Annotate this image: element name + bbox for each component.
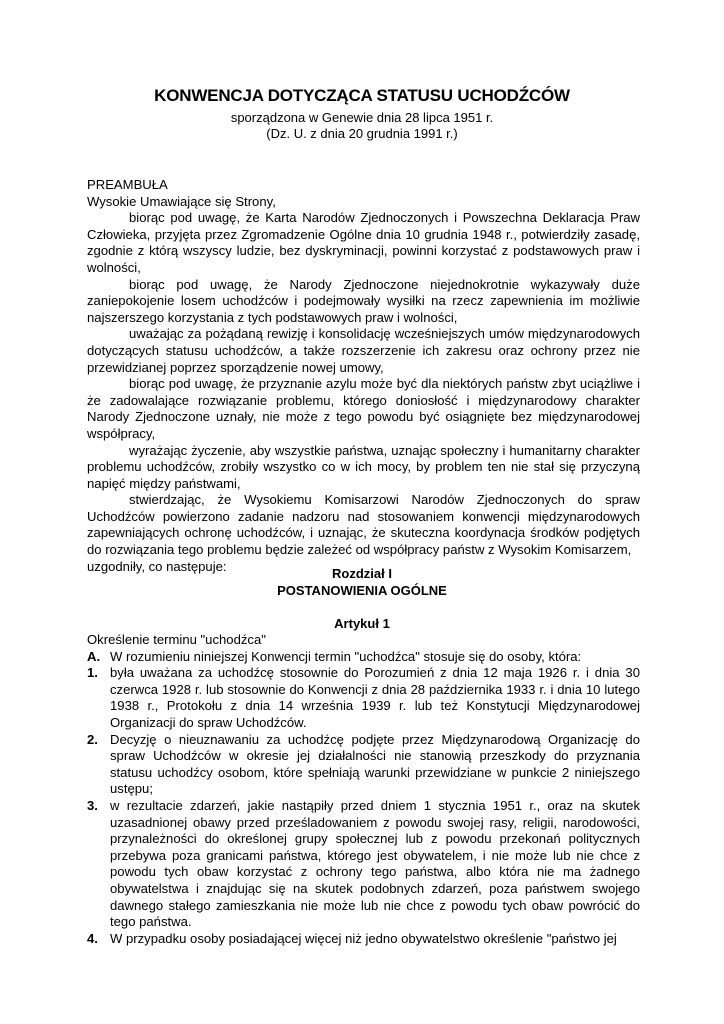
document-subtitle-source: (Dz. U. z dnia 20 grudnia 1991 r.) [266,126,458,141]
preamble-paragraph: wyrażając życzenie, aby wszystkie państwa, uznając społeczny i humanitarny charakter problemu uchodźców, zrobiły wszystko co w ich mocy, by problem ten nie stał się przyczyną napięć między państwami, [87,442,640,491]
list-item [87,931,640,948]
document-title: KONWENCJA DOTYCZĄCA STATUSU UCHODŹCÓW [154,86,570,105]
preamble-paragraph: biorąc pod uwagę, że Narody Zjednoczone niejednokrotnie wykazywały duże zaniepokojenie losem uchodźców i podejmowały wysiłki na rzecz zapewnienia im możliwie najszerszego korzystania z tych podstawowych praw i wolności, [87,276,640,325]
list-item [87,732,640,798]
item-number: A. [87,648,101,664]
chapter-label: Rozdział I [332,566,392,581]
item-number: 3. [87,797,98,813]
preamble-paragraph: biorąc pod uwagę, że przyznanie azylu może być dla niektórych państw zbyt uciążliwe i że zadowalające rozwiązanie problemu, którego doniosłość i międzynarodowy charakter Narody Zjednoczone uznały, nie może z tego powodu być osiągnięte bez międzynarodowej współpracy, [87,376,640,441]
preamble-section [87,177,640,575]
item-text: W przypadku osoby posiadającej więcej niż jedno obywatelstwo określenie "państwo jej [110,930,617,946]
article-intro [87,649,640,666]
preamble-paragraph: uważając za pożądaną rewizję i konsolidację wcześniejszych umów międzynarodowych dotyczących statusu uchodźców, a także rozszerzenie ich zakresu oraz ochrony przez nie przewidzianej poprzez sporządzenie nowej umowy, [87,326,640,375]
item-text: W rozumieniu niniejszej Konwencji termin "uchodźca" stosuje się do osoby, która: [110,648,582,664]
item-number: 4. [87,930,98,946]
article-heading: Określenie terminu "uchodźca" [87,632,266,647]
article-body [87,632,640,947]
item-number: 2. [87,731,98,747]
preamble-paragraph: biorąc pod uwagę, że Karta Narodów Zjednoczonych i Powszechna Deklaracja Praw Człowieka, przyjęta przez Zgromadzenie Ogólne dnia 10 grudnia 1948 r., potwierdziły zasadę, zgodnie z którą wszyscy ludzie, bez dyskryminacji, powinni korzystać z podstawowych praw i wolności, [87,210,640,275]
preamble-paragraph: stwierdzając, że Wysokiemu Komisarzowi Narodów Zjednoczonych do spraw Uchodźców powierzono zadanie nadzoru nad stosowaniem konwencji międzynarodowych zapewniających ochronę uchodźców, i uznając, że skuteczna koordynacja środków podjętych do rozwiązania tego problemu będzie zależeć od współpracy państw z Wysokim Komisarzem, [87,492,640,558]
item-text: była uważana za uchodźcę stosownie do Porozumień z dnia 12 maja 1926 r. i dnia 30 czerwca 1928 r. lub stosownie do Konwencji z dnia 28 października 1933 r. i dnia 10 lutego 1938 r., Protokołu z dnia 14 września 1939 r. lub też Konstytucji Międzynarodowej Organizacji do spraw Uchodźców. [110,665,640,730]
list-item [87,798,640,931]
preamble-opening: Wysokie Umawiające się Strony, [87,193,276,209]
list-item [87,665,640,731]
item-text: Decyzję o nieuznawaniu za uchodźcę podjęte przez Międzynarodową Organizację do spraw Uchodźców w okresie jej działalności nie stanowią przeszkody do przyznania statusu uchodźcy osobom, które spełniają warunki przewidziane w punkcie 2 niniejszego ustępu; [110,731,640,797]
chapter-title: POSTANOWIENIA OGÓLNE [277,583,447,598]
document-subtitle-date: sporządzona w Genewie dnia 28 lipca 1951 r. [230,110,494,125]
item-number: 1. [87,665,98,681]
preamble-closing: uzgodniły, co następuje: [87,558,227,574]
article-label: Artykuł 1 [334,616,390,631]
item-text: w rezultacie zdarzeń, jakie nastąpiły przed dniem 1 stycznia 1951 r., oraz na skutek uzasadnionej obawy przed prześladowaniem z powodu swojej rasy, religii, narodowości, przynależności do określonej grupy społecznej lub z powodu przekonań politycznych przebywa poza granicami państwa, którego jest obywatelem, i nie może lub nie chce z powodu tych obaw korzystać z ochrony tego państwa, albo która nie ma żadnego obywatelstwa i znajdując się na skutek podobnych zdarzeń, poza państwem swojego dawnego stałego zamieszkania nie może lub nie chce z powodu tych obaw powrócić do tego państwa. [110,797,640,930]
preamble-heading: PREAMBUŁA [87,177,168,192]
